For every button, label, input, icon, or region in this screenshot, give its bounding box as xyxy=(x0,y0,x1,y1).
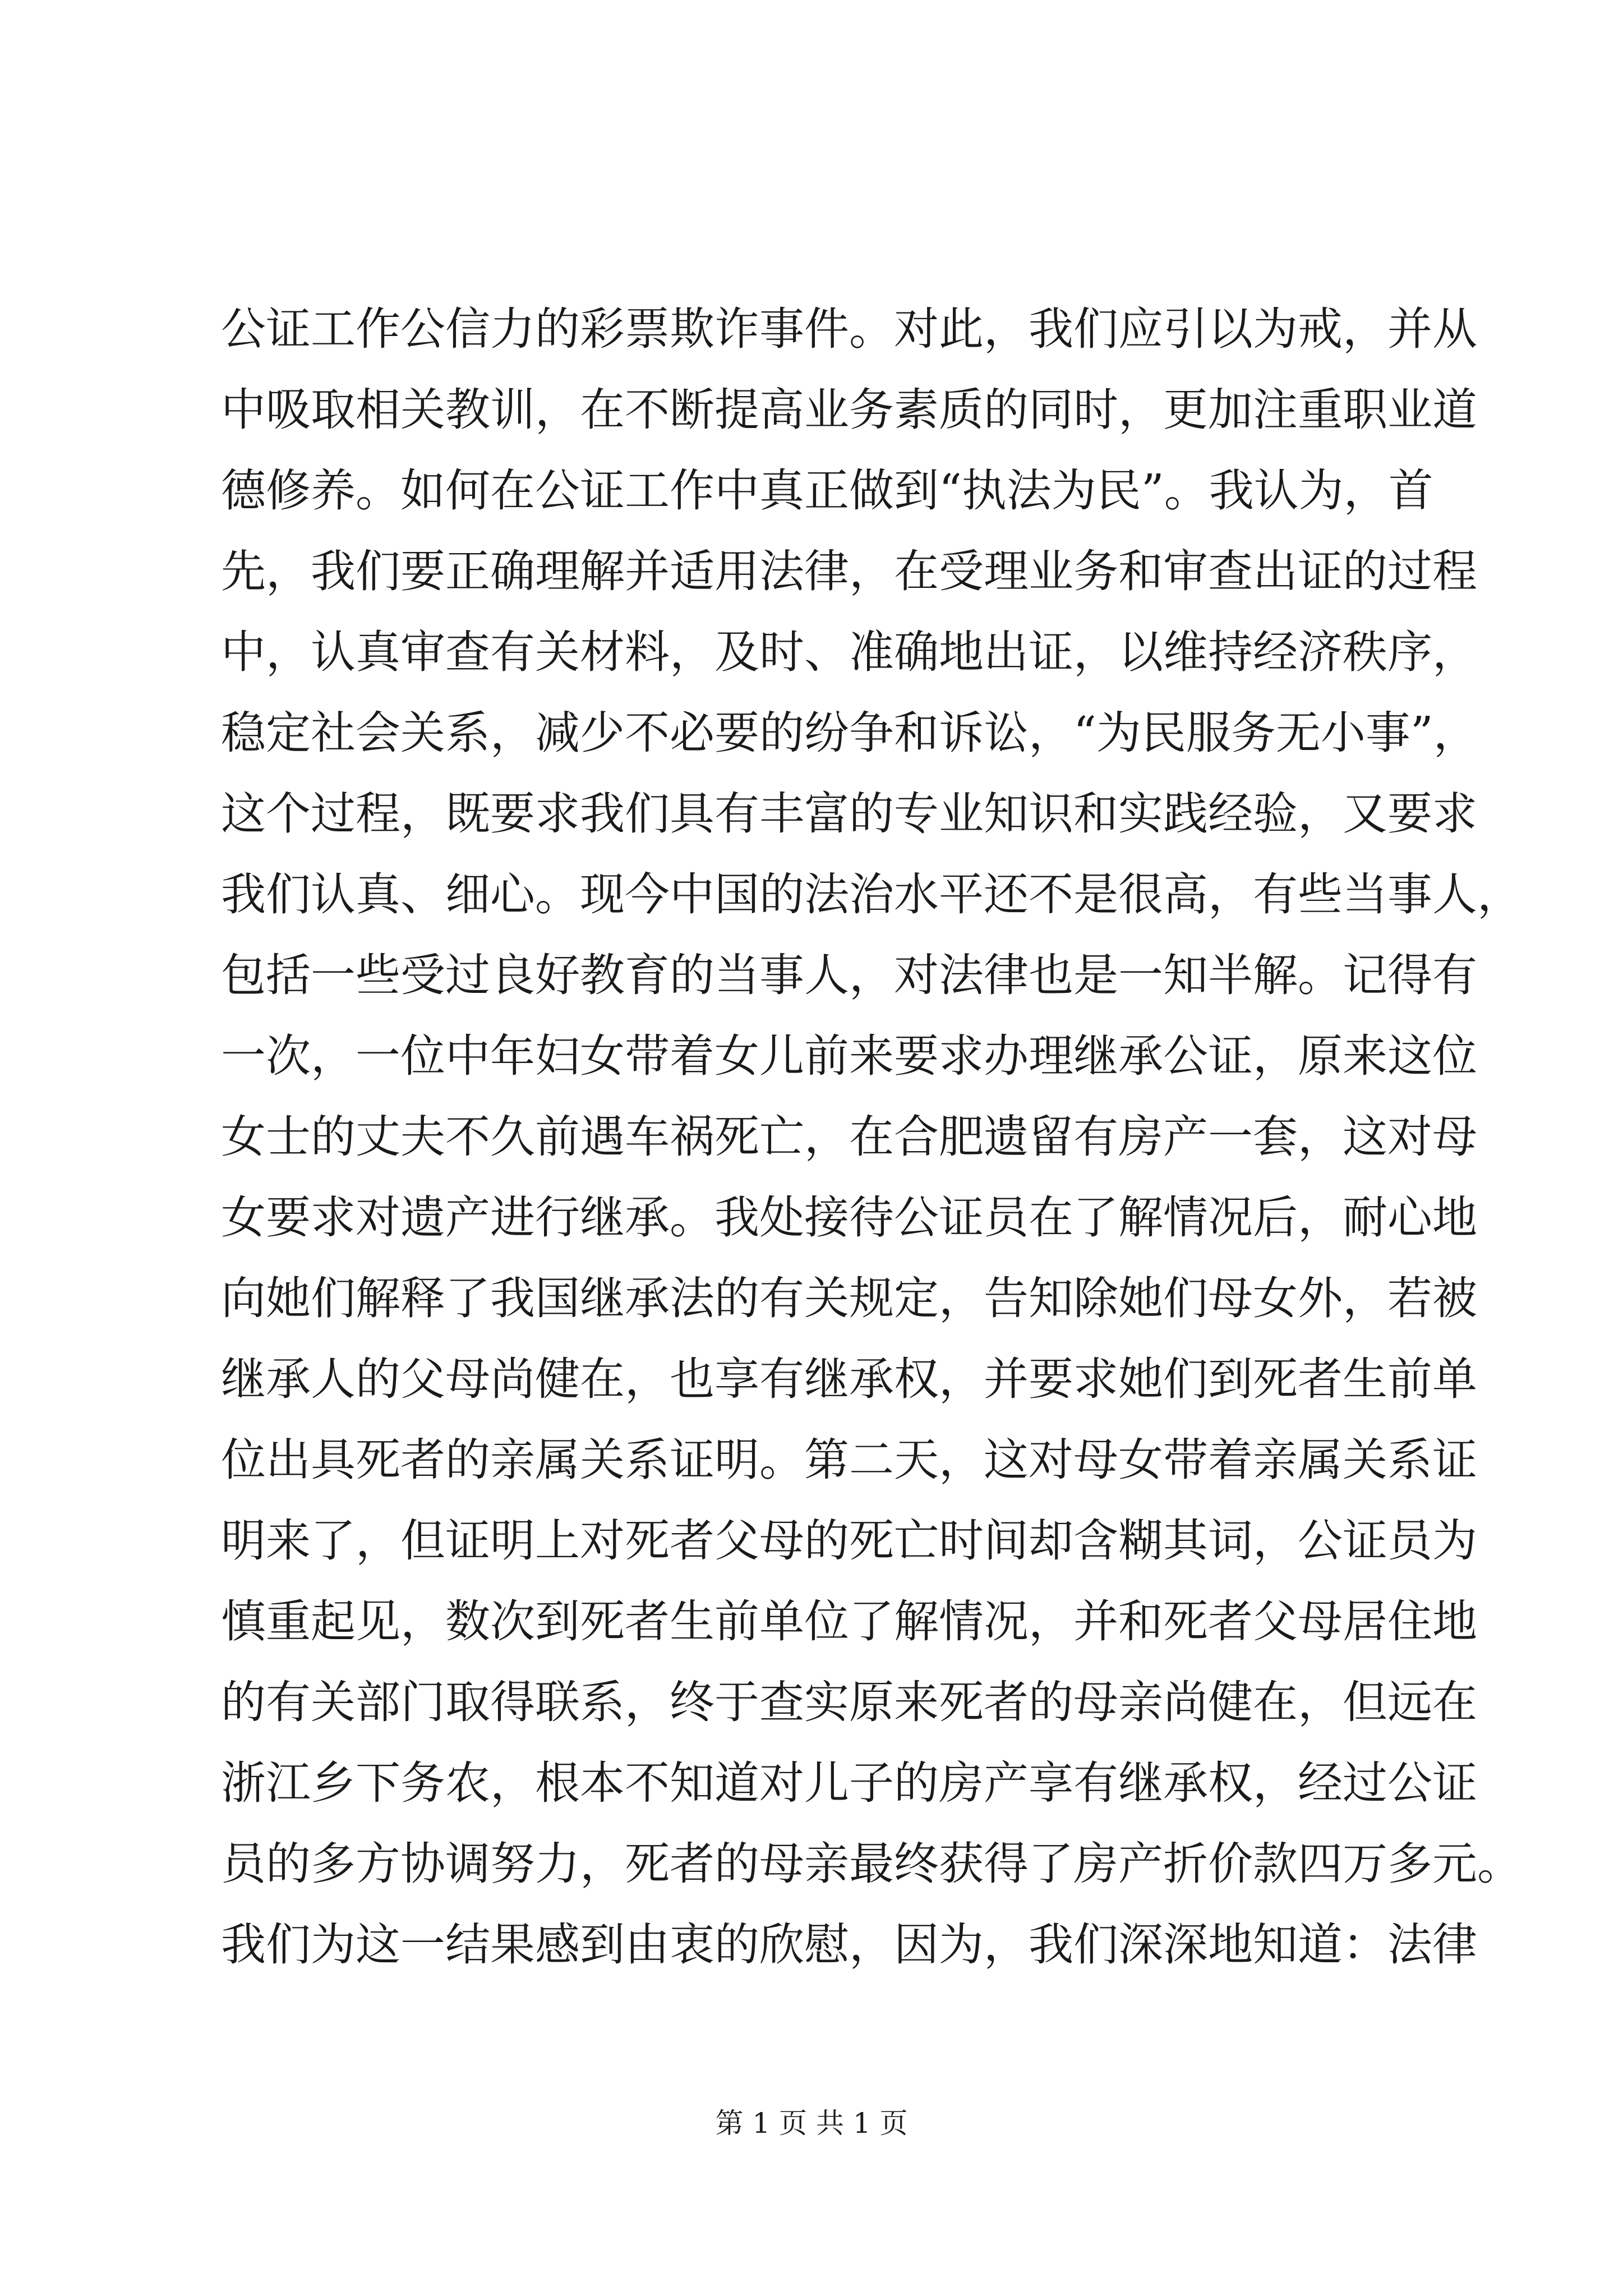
text-line: 包括一些受过良好教育的当事人，对法律也是一知半解。记得有 xyxy=(221,949,1477,1001)
text-line: 位出具死者的亲属关系证明。第二天，这对母女带着亲属关系证 xyxy=(221,1434,1477,1486)
text-line: 德修养。如何在公证工作中真正做到“执法为民”。我认为，首 xyxy=(221,464,1433,517)
text-line: 我们为这一结果感到由衷的欣慰，因为，我们深深地知道：法律 xyxy=(221,1918,1477,1971)
body-text xyxy=(221,289,1522,1985)
text-line: 公证工作公信力的彩票欺诈事件。对此，我们应引以为戒，并从 xyxy=(221,303,1477,355)
text-line: 这个过程，既要求我们具有丰富的专业知识和实践经验，又要求 xyxy=(221,788,1477,840)
text-line: 一次，一位中年妇女带着女儿前来要求办理继承公证，原来这位 xyxy=(221,1030,1477,1082)
text-line: 浙江乡下务农，根本不知道对儿子的房产享有继承权，经过公证 xyxy=(221,1757,1477,1809)
text-line: 继承人的父母尚健在，也享有继承权，并要求她们到死者生前单 xyxy=(221,1353,1477,1405)
page-footer: 第 1 页 共 1 页 xyxy=(715,2107,908,2139)
text-line: 向她们解释了我国继承法的有关规定，告知除她们母女外，若被 xyxy=(221,1272,1477,1324)
text-line: 中，认真审查有关材料，及时、准确地出证，以维持经济秩序， xyxy=(221,626,1477,678)
text-line: 员的多方协调努力，死者的母亲最终获得了房产折价款四万多元。 xyxy=(221,1838,1522,1890)
text-line: 女士的丈夫不久前遇车祸死亡，在合肥遗留有房产一套，这对母 xyxy=(221,1111,1477,1163)
text-line: 明来了，但证明上对死者父母的死亡时间却含糊其词，公证员为 xyxy=(221,1515,1477,1567)
text-line: 先，我们要正确理解并适用法律，在受理业务和审查出证的过程 xyxy=(221,545,1477,597)
text-line: 慎重起见，数次到死者生前单位了解情况，并和死者父母居住地 xyxy=(221,1595,1477,1648)
text-line: 女要求对遗产进行继承。我处接待公证员在了解情况后，耐心地 xyxy=(221,1191,1477,1244)
text-line: 稳定社会关系，减少不必要的纷争和诉讼，“为民服务无小事”， xyxy=(221,707,1478,759)
text-line: 的有关部门取得联系，终于查实原来死者的母亲尚健在，但远在 xyxy=(221,1676,1477,1728)
text-line: 中吸取相关教训，在不断提高业务素质的同时，更加注重职业道 xyxy=(221,384,1477,436)
text-line: 我们认真、细心。现今中国的法治水平还不是很高，有些当事人， xyxy=(221,868,1522,921)
